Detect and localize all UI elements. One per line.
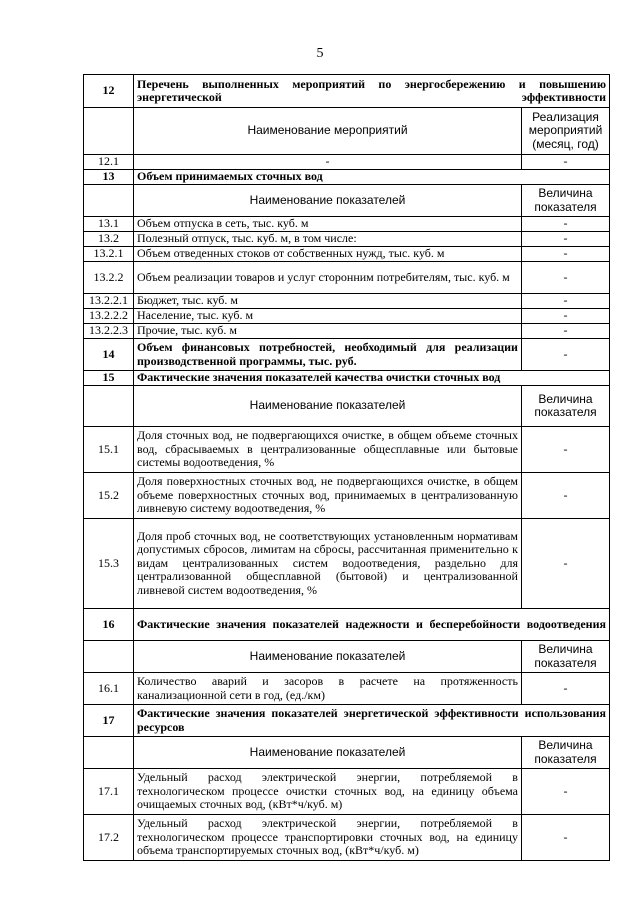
row-value: - [521, 673, 609, 705]
section-number: 13 [84, 170, 134, 185]
table-row [84, 673, 610, 705]
row-name: Население, тыс. куб. м [134, 309, 522, 324]
row-value: - [521, 815, 609, 861]
column-header-value: Величина показателя [521, 641, 609, 673]
report-table [83, 74, 610, 861]
column-header-name: Наименование мероприятий [134, 108, 522, 155]
section-header-15 [84, 371, 610, 386]
table-row [84, 815, 610, 861]
row-name: Количество аварий и засоров в расчете на протяженность канализационной сети в год, (ед./км) [134, 673, 522, 705]
row-value: - [521, 232, 609, 247]
section-number: 15 [84, 371, 134, 386]
row-value: - [521, 247, 609, 262]
column-header-row [84, 386, 610, 427]
table-row [84, 262, 610, 294]
row-value: - [521, 473, 609, 519]
row-number: 13.2 [84, 232, 134, 247]
row-number: 13.2.2.1 [84, 294, 134, 309]
column-header-row [84, 108, 610, 155]
section-number: 14 [84, 339, 134, 371]
table-row [84, 232, 610, 247]
row-name: Полезный отпуск, тыс. куб. м, в том числе: [134, 232, 522, 247]
row-name: Удельный расход электрической энергии, потребляемой в технологическом процессе очистки сточных вод, на единицу объема очищаемых сточных вод, (кВт*ч/куб. м) [134, 769, 522, 815]
table-row [84, 769, 610, 815]
row-name: - [134, 155, 522, 170]
row-number: 15.3 [84, 519, 134, 609]
section-title: Объем принимаемых сточных вод [134, 170, 610, 185]
column-header-name: Наименование показателей [134, 185, 522, 217]
table-row [84, 294, 610, 309]
row-name: Объем отведенных стоков от собственных нужд, тыс. куб. м [134, 247, 522, 262]
column-header-name: Наименование показателей [134, 641, 522, 673]
row-value: - [521, 324, 609, 339]
row-number: 12.1 [84, 155, 134, 170]
column-header-row [84, 737, 610, 769]
row-value: - [521, 519, 609, 609]
row-number: 13.2.2 [84, 262, 134, 294]
row-number: 17.1 [84, 769, 134, 815]
row-name: Бюджет, тыс. куб. м [134, 294, 522, 309]
row-name: Доля проб сточных вод, не соответствующих установленным нормативам допустимых сбросов, лимитам на сбросы, рассчитанная применительно к видам централизованных систем водоотведения, раздельно для централизованной общесплавной (бытовой) и централизованной ливневой систем водоотведения, % [134, 519, 522, 609]
section-title: Фактические значения показателей надежности и бесперебойности водоотведения [134, 609, 610, 641]
row-name: Объем реализации товаров и услуг сторонним потребителям, тыс. куб. м [134, 262, 522, 294]
table-row [84, 324, 610, 339]
section-title: Фактические значения показателей энергетической эффективности использования ресурсов [134, 705, 610, 737]
page-number: 5 [316, 46, 324, 61]
row-number: 13.2.2.3 [84, 324, 134, 339]
row-number: 13.1 [84, 217, 134, 232]
row-value: - [521, 217, 609, 232]
column-header-row [84, 641, 610, 673]
column-header-value: Величина показателя [521, 386, 609, 427]
row-name: Доля поверхностных сточных вод, не подвергающихся очистке, в общем объеме поверхностных сточных вод, принимаемых в централизованную ливневую систему водоотведения, % [134, 473, 522, 519]
column-header-name: Наименование показателей [134, 737, 522, 769]
row-value: - [521, 294, 609, 309]
section-header-17 [84, 705, 610, 737]
column-header-value: Величина показателя [521, 737, 609, 769]
row-number: 16.1 [84, 673, 134, 705]
row-number: 13.2.1 [84, 247, 134, 262]
row-name: Доля сточных вод, не подвергающихся очистке, в общем объеме сточных вод, сбрасываемых в централизованные общесплавные или бытовые системы водоотведения, % [134, 427, 522, 473]
table-row [84, 217, 610, 232]
section-number: 16 [84, 609, 134, 641]
section-title: Объем финансовых потребностей, необходимый для реализации производственной программы, тыс. руб. [134, 339, 522, 371]
row-value: - [521, 339, 609, 371]
column-header-row [84, 185, 610, 217]
table-row [84, 309, 610, 324]
table-row [84, 247, 610, 262]
row-number: 15.2 [84, 473, 134, 519]
row-value: - [521, 769, 609, 815]
column-header-name: Наименование показателей [134, 386, 522, 427]
section-header-13 [84, 170, 610, 185]
row-number: 15.1 [84, 427, 134, 473]
table-row [84, 519, 610, 609]
section-number: 12 [84, 75, 134, 108]
table-row [84, 427, 610, 473]
row-name: Прочие, тыс. куб. м [134, 324, 522, 339]
row-value: - [521, 427, 609, 473]
section-header-14 [84, 339, 610, 371]
row-name: Удельный расход электрической энергии, потребляемой в технологическом процессе транспортировки сточных вод, на единицу объема транспортируемых сточных вод, (кВт*ч/куб. м) [134, 815, 522, 861]
section-title: Перечень выполненных мероприятий по энергосбережению и повышению энергетической эффективности [134, 75, 610, 108]
column-header-value: Реализация мероприятий (месяц, год) [521, 108, 609, 155]
row-number: 13.2.2.2 [84, 309, 134, 324]
row-value: - [521, 262, 609, 294]
column-header-value: Величина показателя [521, 185, 609, 217]
row-value: - [521, 309, 609, 324]
section-header-12 [84, 75, 610, 108]
table-row [84, 155, 610, 170]
section-title: Фактические значения показателей качества очистки сточных вод [134, 371, 610, 386]
section-header-16 [84, 609, 610, 641]
section-number: 17 [84, 705, 134, 737]
table-row [84, 473, 610, 519]
row-name: Объем отпуска в сеть, тыс. куб. м [134, 217, 522, 232]
row-number: 17.2 [84, 815, 134, 861]
row-value: - [521, 155, 609, 170]
